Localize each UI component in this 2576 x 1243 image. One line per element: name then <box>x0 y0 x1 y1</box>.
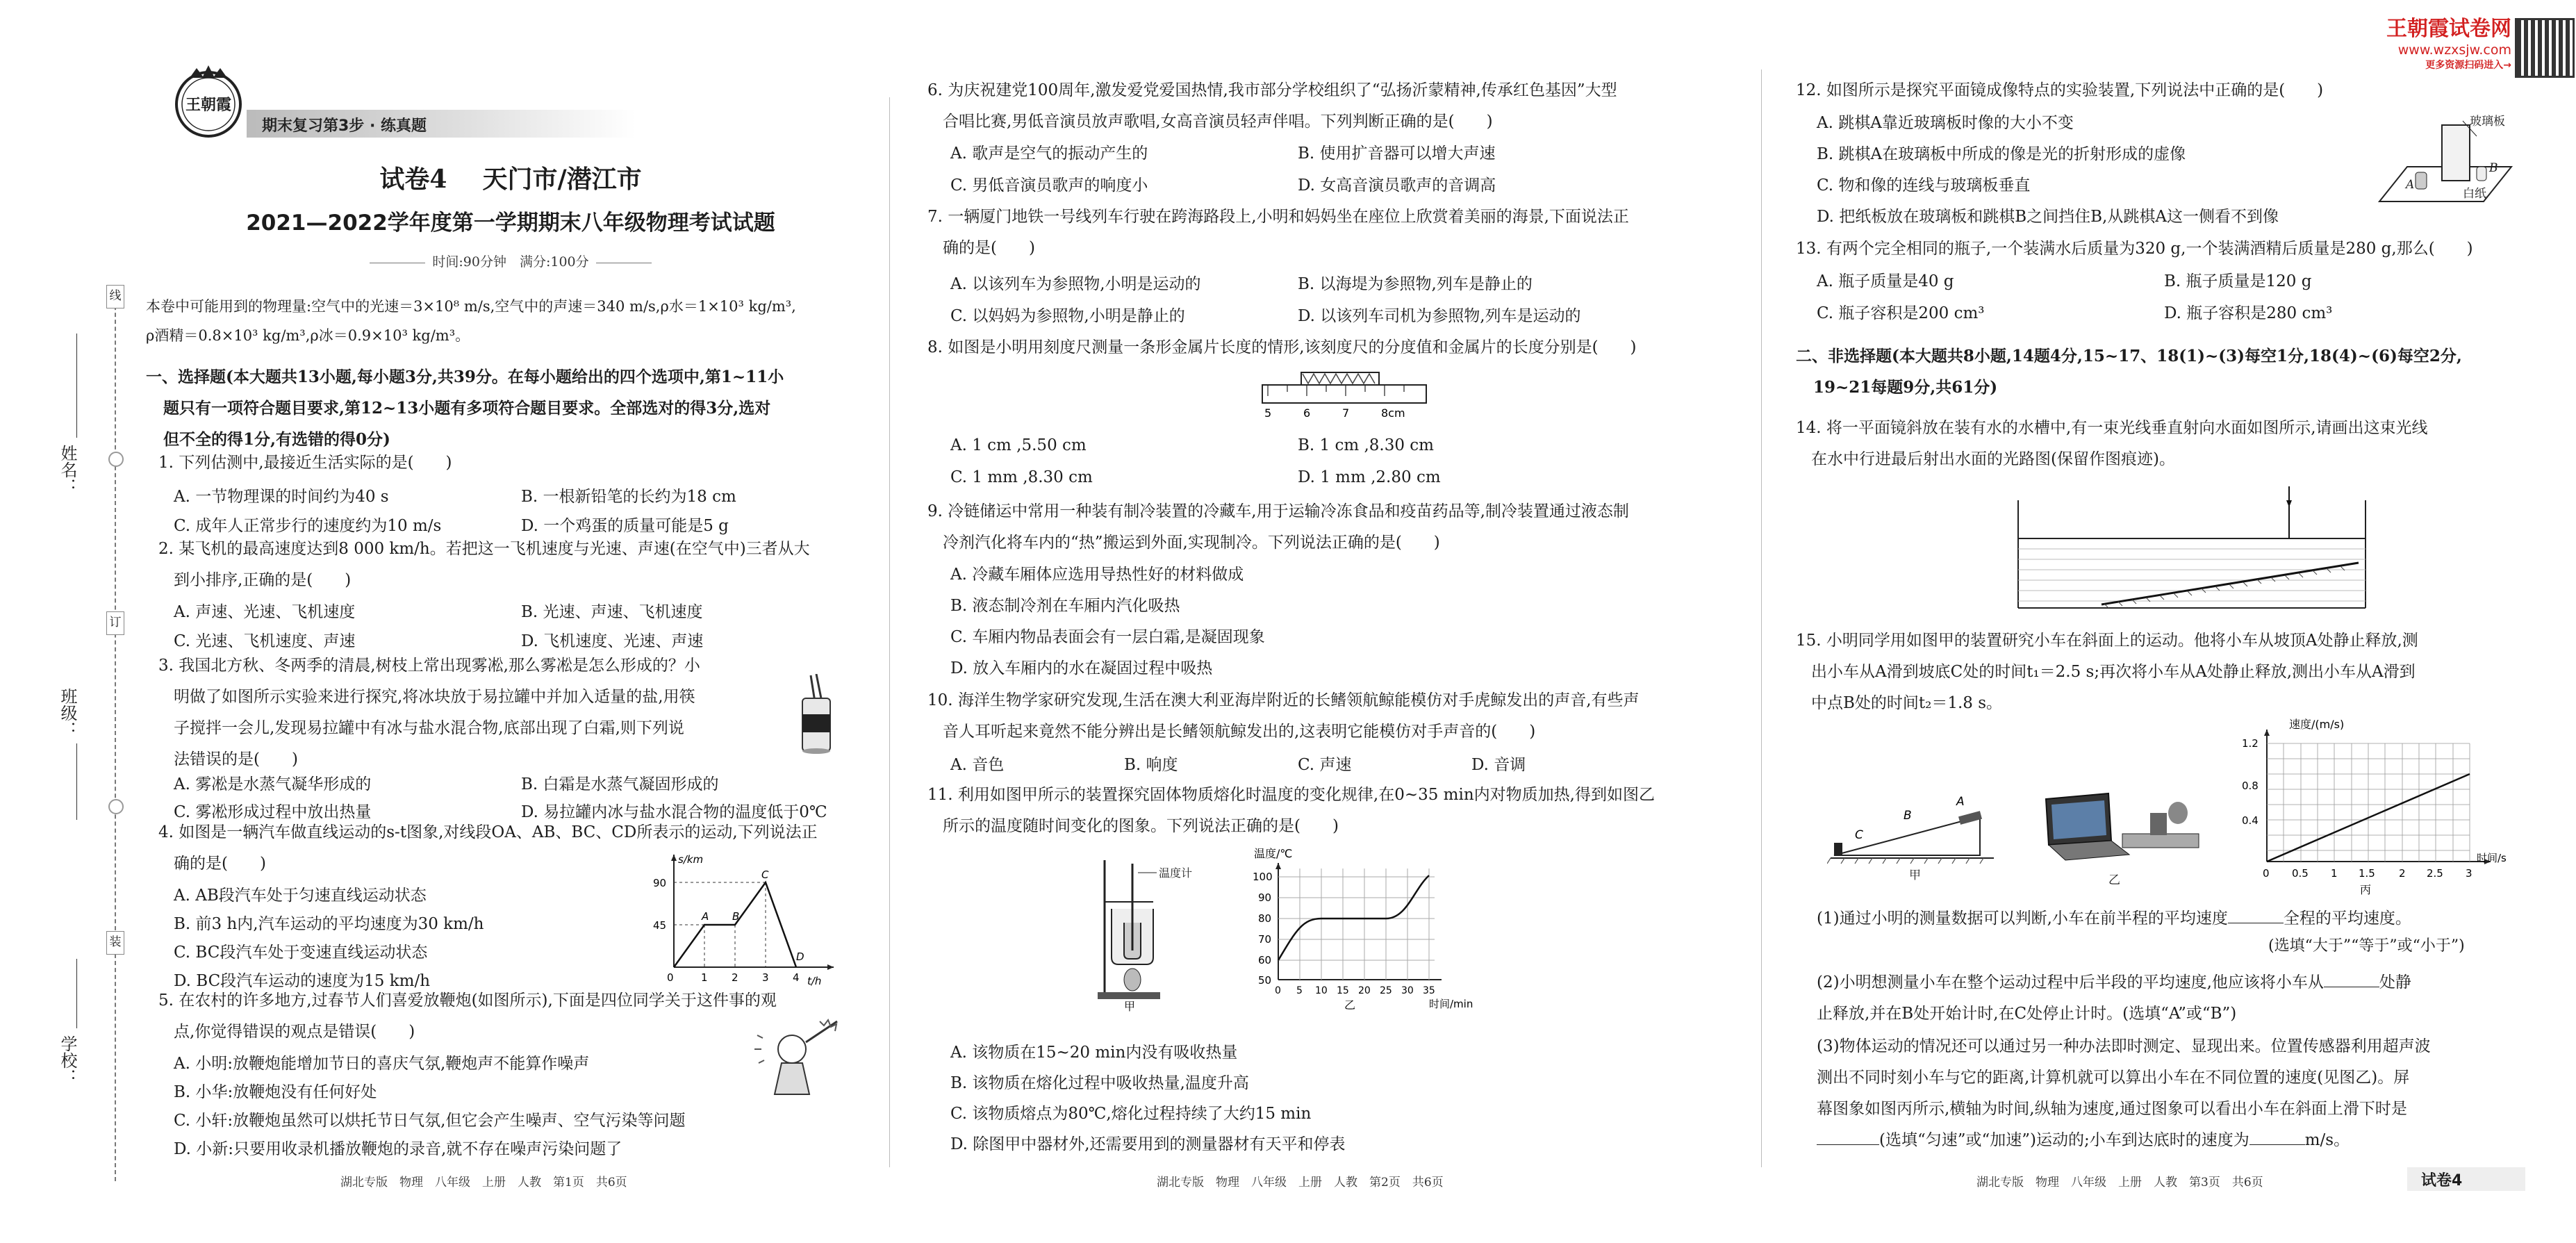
question-5: 5. 在农村的许多地方,过春节人们喜爱放鞭炮(如图所示),下面是四位同学关于这件事的观 点,你觉得错误的观点是错误( ) <box>158 991 777 1041</box>
vt-ytick-1-2: 1.2 <box>2242 737 2259 750</box>
q2-option-c[interactable]: C. 光速、飞机速度、声速 <box>174 632 356 650</box>
st-xtick-1: 1 <box>701 971 708 984</box>
name-label: 姓名： <box>58 445 77 495</box>
vt-ytick-0-8: 0.8 <box>2242 780 2259 792</box>
q4-option-c[interactable]: C. BC段汽车处于变速直线运动状态 <box>174 944 428 962</box>
st-point-b: B <box>732 910 740 923</box>
q5-option-c[interactable]: C. 小轩:放鞭炮虽然可以烘托节日气氛,但它会产生噪声、空气污染等问题 <box>174 1112 686 1130</box>
q15-sub1-blank[interactable] <box>2228 909 2284 923</box>
q13-option-d[interactable]: D. 瓶子容积是280 cm³ <box>2164 304 2333 322</box>
question-2: 2. 某飞机的最高速度达到8 000 km/h。若把这一飞机速度与光速、声速(在空气中)三者从大 到小排序,正确的是( ) <box>158 540 810 589</box>
class-field[interactable] <box>56 611 97 820</box>
melting-curve <box>1278 875 1429 960</box>
q6-option-b[interactable]: B. 使用扩音器可以增大声速 <box>1298 145 1496 163</box>
figure-jia-label: 甲 <box>1124 1000 1136 1013</box>
constants-note: 本卷中可能用到的物理量:空气中的光速＝3×10⁸ m/s,空气中的声速＝340 m/s,ρ水＝1×10³ kg/m³, ρ酒精＝0.8×10³ kg/m³,ρ冰＝0.9×10³ kg/m³。 <box>146 298 796 344</box>
ruler-tick-5: 5 <box>1264 406 1272 420</box>
binding-hole-1 <box>108 452 124 467</box>
column-divider-2 <box>1761 69 1762 1167</box>
watermark-note: 更多资源扫码进入→ <box>2425 60 2511 71</box>
seal-char-2: 订 <box>106 611 124 635</box>
q3-option-c[interactable]: C. 雾凇形成过程中放出热量 <box>174 803 372 821</box>
figure-yi-label: 乙 <box>1344 998 1356 1012</box>
page-column-2 <box>927 0 1692 1243</box>
q7-option-a[interactable]: A. 以该列车为参照物,小明是运动的 <box>950 275 1201 293</box>
question-1: 1. 下列估测中,最接近生活实际的是( ) <box>158 454 452 472</box>
melting-ytick-50: 50 <box>1258 974 1272 987</box>
question-6: 6. 为庆祝建党100周年,激发爱党爱国热情,我市部分学校组织了“弘扬沂蒙精神,传承红色基因”大型 合唱比赛,男低音演员放声歌唱,女高音演员轻声伴唱。下列判断正确的是( ) <box>927 81 1617 131</box>
q12-option-b[interactable]: B. 跳棋A在玻璃板中所成的像是光的折射形成的虚像 <box>1817 145 2186 163</box>
q6-option-d[interactable]: D. 女高音演员歌声的音调高 <box>1298 176 1496 195</box>
q6-option-c[interactable]: C. 男低音演员歌声的响度小 <box>950 176 1148 195</box>
fig15-bing-label: 丙 <box>2360 883 2372 896</box>
q1-option-a[interactable]: A. 一节物理课的时间约为40 s <box>174 488 389 506</box>
q13-option-a[interactable]: A. 瓶子质量是40 g <box>1817 272 1954 290</box>
watermark-brand: 王朝霞试卷网 <box>2386 17 2511 41</box>
ruler-tick-6: 6 <box>1303 406 1311 420</box>
qr-code-icon[interactable] <box>2515 18 2575 78</box>
question-7: 7. 一辆厦门地铁一号线列车行驶在跨海路段上,小明和妈妈坐在座位上欣赏着美丽的海景,下面说法正 确的是( ) <box>927 208 1629 257</box>
piece-a-label: A <box>2406 178 2415 192</box>
question-12: 12. 如图所示是探究平面镜成像特点的实验装置,下列说法中正确的是( ) <box>1796 81 2324 99</box>
footer-page-1: 湖北专版 物理 八年级 上册 人教 第1页 共6页 <box>340 1176 627 1190</box>
question-11: 11. 利用如图甲所示的装置探究固体物质熔化时温度的变化规律,在0~35 min内对物质加热,得到如图乙 所示的温度随时间变化的图象。下列说法正确的是( ) <box>927 786 1655 835</box>
question-8: 8. 如图是小明用刻度尺测量一条形金属片长度的情形,该刻度尺的分度值和金属片的长度分别是( ) <box>927 338 1637 356</box>
heating-apparatus-figure <box>1084 853 1193 1013</box>
vt-xtick-3: 3 <box>2466 867 2472 880</box>
q9-option-a[interactable]: A. 冷藏车厢体应选用导热性好的材料做成 <box>950 566 1244 584</box>
melting-ytick-90: 90 <box>1258 891 1272 904</box>
class-label: 班级： <box>58 688 77 738</box>
question-9: 9. 冷链储运中常用一种装有制冷装置的冷藏车,用于运输冷冻食品和疫苗药品等,制冷装置通过液态制 冷剂汽化将车内的“热”搬运到外面,实现制冷。下列说法正确的是( ) <box>927 502 1629 552</box>
q8-option-b[interactable]: B. 1 cm ,8.30 cm <box>1298 436 1434 454</box>
vt-xtick-1: 1 <box>2331 867 2338 880</box>
q9-option-d[interactable]: D. 放入车厢内的水在凝固过程中吸热 <box>950 659 1213 677</box>
q15-sub2: (2)小明想测量小车在整个运动过程中后半段的平均速度,他应该将小车从 处静 止释放,并在B处开始计时,在C处停止计时。(选填“A”或“B”) <box>1817 973 2411 1023</box>
st-ytick-45: 45 <box>653 919 667 932</box>
q2-option-a[interactable]: A. 声速、光速、飞机速度 <box>174 603 356 621</box>
brand-logo-text: 王朝霞 <box>185 96 231 114</box>
laptop-sensor-figure <box>2025 785 2206 889</box>
section-1-header: 一、选择题(本大题共13小题,每小题3分,共39分。在每小题给出的四个选项中,第1~11小 题只有一项符合题目要求,第12~13小题有多项符合题目要求。全部选对的得3分,选对 但不全的得1分,有选错的得0分) <box>146 368 784 449</box>
vt-xtick-2-5: 2.5 <box>2427 867 2443 880</box>
binding-dashed-line <box>115 285 116 1181</box>
q5-option-a[interactable]: A. 小明:放鞭炮能增加节日的喜庆气氛,鞭炮声不能算作噪声 <box>174 1055 590 1073</box>
melting-ytick-80: 80 <box>1258 912 1272 925</box>
q2-option-d[interactable]: D. 飞机速度、光速、声速 <box>521 632 704 650</box>
ruler-tick-7: 7 <box>1342 406 1350 420</box>
paper-tag: 试卷4 <box>2407 1167 2525 1191</box>
q1-option-c[interactable]: C. 成年人正常步行的速度约为10 m/s <box>174 517 442 535</box>
q10-option-b[interactable]: B. 响度 <box>1124 756 1178 774</box>
melting-ytick-100: 100 <box>1253 871 1273 883</box>
can-figure <box>795 674 837 754</box>
question-13: 13. 有两个完全相同的瓶子,一个装满水后质量为320 g,一个装满酒精后质量是280 g,那么( ) <box>1796 240 2473 258</box>
column-divider-1 <box>889 97 890 1167</box>
thermometer-label: 温度计 <box>1159 866 1193 880</box>
st-xtick-2: 2 <box>732 971 738 984</box>
paper-title <box>146 160 875 195</box>
question-10: 10. 海洋生物学家研究发现,生活在澳大利亚海岸附近的长鳍领航鲸能模仿对手虎鲸发出的声音,有些声 音人耳听起来竟然不能分辨出是长鳍领航鲸发出的,这表明它能模仿对手声音的( ) <box>927 691 1640 741</box>
q12-option-d[interactable]: D. 把纸板放在玻璃板和跳棋B之间挡住B,从跳棋A这一侧看不到像 <box>1817 208 2279 226</box>
incline-point-b: B <box>1904 809 1912 823</box>
q9-option-b[interactable]: B. 液态制冷剂在车厢内汽化吸热 <box>950 597 1180 615</box>
vt-ylabel: 速度/(m/s) <box>2289 718 2345 731</box>
q15-sub1-hint: (选填“大于”“等于”或“小于”) <box>2268 937 2465 955</box>
incline-figure <box>1827 789 2001 886</box>
melting-graph <box>1247 848 1476 1014</box>
q11-option-c[interactable]: C. 该物质熔点为80℃,熔化过程持续了大约15 min <box>950 1105 1312 1123</box>
st-xlabel: t/h <box>807 975 822 987</box>
binding-hole-2 <box>108 799 124 814</box>
mirror-line <box>2102 563 2359 604</box>
st-xtick-0: 0 <box>667 971 674 984</box>
school-label: 学校： <box>58 1035 77 1085</box>
st-ylabel: s/km <box>678 853 704 866</box>
q1-option-d[interactable]: D. 一个鸡蛋的质量可能是5 g <box>521 517 729 535</box>
q3-option-b[interactable]: B. 白霜是水蒸气凝固形成的 <box>521 775 719 793</box>
seal-char-1: 线 <box>106 285 124 308</box>
q10-option-c[interactable]: C. 声速 <box>1298 756 1352 774</box>
page-column-3 <box>1796 0 2576 1243</box>
water-tank-figure[interactable] <box>2011 486 2372 618</box>
white-paper-label: 白纸 <box>2463 187 2486 201</box>
website-watermark <box>2331 17 2511 72</box>
q7-option-c[interactable]: C. 以妈妈为参照物,小明是静止的 <box>950 307 1185 325</box>
q15-sub3-blank-1[interactable] <box>1817 1130 1879 1145</box>
name-field[interactable] <box>56 334 97 542</box>
incline-point-a: A <box>1956 795 1965 809</box>
melting-xtick-10: 10 <box>1315 985 1328 996</box>
q5-option-d[interactable]: D. 小新:只要用收录机播放鞭炮的录音,就不存在噪声污染问题了 <box>174 1140 622 1158</box>
melting-xtick-15: 15 <box>1337 985 1349 996</box>
st-point-d: D <box>796 950 804 963</box>
q11-option-b[interactable]: B. 该物质在熔化过程中吸收热量,温度升高 <box>950 1074 1249 1092</box>
ruler-figure <box>1261 367 1428 422</box>
ruler-tick-8cm: 8cm <box>1381 406 1405 420</box>
q10-option-a[interactable]: A. 音色 <box>950 756 1005 774</box>
melting-xlabel: 时间/min <box>1429 998 1473 1010</box>
melting-ytick-70: 70 <box>1258 933 1272 946</box>
q15-sub3: (3)物体运动的情况还可以通过另一种办法即时测定、显现出来。位置传感器利用超声波 测出不同时刻小车与它的距离,计算机就可以算出小车在不同位置的速度(见图乙)。屏 幕图象如图丙所示,横轴为时间,纵轴为速度,通过图象可以看出小车在斜面上滑下时是 (选填“匀速”或“加速”)运动的;小车到达底时的速度为 m/s。 <box>1817 1037 2431 1149</box>
time-info: 时间:90分钟 满分:100分 <box>146 252 875 270</box>
st-graph <box>632 849 841 988</box>
q2-option-b[interactable]: B. 光速、声速、飞机速度 <box>521 603 703 621</box>
melting-xtick-35: 35 <box>1423 985 1435 996</box>
st-ytick-90: 90 <box>653 877 667 889</box>
brand-logo <box>170 63 247 139</box>
question-4: 4. 如图是一辆汽车做直线运动的s-t图象,对线段OA、AB、BC、CD所表示的运动,下列说法正 确的是( ) <box>158 823 818 873</box>
fig15-jia-label: 甲 <box>1909 869 1921 882</box>
footer-page-2: 湖北专版 物理 八年级 上册 人教 第2页 共6页 <box>1157 1176 1444 1190</box>
q9-option-c[interactable]: C. 车厢内物品表面会有一层白霜,是凝固现象 <box>950 628 1265 646</box>
seal-char-3: 装 <box>106 931 124 955</box>
q7-option-b[interactable]: B. 以海堤为参照物,列车是静止的 <box>1298 275 1533 293</box>
vt-xtick-1-5: 1.5 <box>2359 867 2375 880</box>
q10-option-d[interactable]: D. 音调 <box>1471 756 1526 774</box>
watermark-url: www.wzxsjw.com <box>2397 42 2511 58</box>
binding-margin <box>0 0 146 1243</box>
q5-option-b[interactable]: B. 小华:放鞭炮没有任何好处 <box>174 1083 377 1101</box>
brand-tagline: 期末复习第3步 · 练真题 <box>262 117 427 135</box>
vt-xtick-2: 2 <box>2399 867 2406 880</box>
glass-plate-label: 玻璃板 <box>2470 115 2505 129</box>
question-3: 3. 我国北方秋、冬两季的清晨,树枝上常出现雾凇,那么雾凇是怎么形成的？小 明做了如图所示实验来进行探究,将冰块放于易拉罐中并加入适量的盐,用筷 子搅拌一会儿,发现易拉罐中有冰与盐水混合物,底部出现了白霜,则下列说 法错误的是( ) <box>158 657 700 768</box>
melting-xtick-5: 5 <box>1296 985 1303 996</box>
q12-option-c[interactable]: C. 物和像的连线与玻璃板垂直 <box>1817 176 2031 195</box>
q12-option-a[interactable]: A. 跳棋A靠近玻璃板时像的大小不变 <box>1817 114 2074 132</box>
q4-option-d[interactable]: D. BC段汽车运动的速度为15 km/h <box>174 972 431 990</box>
vt-xtick-0: 0 <box>2263 867 2270 880</box>
q15-sub1: (1)通过小明的测量数据可以判断,小车在前半程的平均速度 全程的平均速度。 <box>1817 909 2411 928</box>
paper-number: 试卷4 <box>379 165 447 194</box>
q4-option-a[interactable]: A. AB段汽车处于匀速直线运动状态 <box>174 887 427 905</box>
melting-xtick-20: 20 <box>1358 985 1371 996</box>
melting-ylabel: 温度/℃ <box>1254 848 1293 860</box>
st-xtick-4: 4 <box>793 971 800 984</box>
incline-point-c: C <box>1855 828 1863 842</box>
st-point-c: C <box>761 869 769 881</box>
q3-option-d[interactable]: D. 易拉罐内冰与盐水混合物的温度低于0℃ <box>521 803 827 821</box>
q8-option-d[interactable]: D. 1 mm ,2.80 cm <box>1298 468 1441 486</box>
piece-b-label: B <box>2489 161 2498 175</box>
firecracker-figure <box>750 1014 848 1105</box>
melting-xtick-25: 25 <box>1380 985 1392 996</box>
melting-ytick-60: 60 <box>1258 954 1272 966</box>
question-15: 15. 小明同学用如图甲的装置研究小车在斜面上的运动。他将小车从坡顶A处静止释放,测 出小车从A滑到坡底C处的时间t₁＝2.5 s;再次将小车从A处静止释放,测出小车从A滑到 中点B处的时间t₂＝1.8 s。 <box>1796 632 2418 712</box>
brand-tagline-bar <box>247 110 636 138</box>
q4-option-b[interactable]: B. 前3 h内,汽车运动的平均速度为30 km/h <box>174 915 484 933</box>
q3-option-a[interactable]: A. 雾凇是水蒸气凝华形成的 <box>174 775 372 793</box>
q8-option-c[interactable]: C. 1 mm ,8.30 cm <box>950 468 1093 486</box>
q13-option-c[interactable]: C. 瓶子容积是200 cm³ <box>1817 304 1985 322</box>
melting-xtick-0: 0 <box>1275 985 1281 996</box>
question-14: 14. 将一平面镜斜放在装有水的水槽中,有一束光线垂直射向水面如图所示,请画出这束光线 在水中行进最后射出水面的光路图(保留作图痕迹)。 <box>1796 419 2428 468</box>
q15-sub3-blank-2[interactable] <box>2249 1130 2305 1145</box>
paper-subtitle: 2021—2022学年度第一学期期末八年级物理考试试题 <box>246 211 775 236</box>
section-2-header: 二、非选择题(本大题共8小题,14题4分,15~17、18(1)~(3)每空1分,18(4)~(6)每空2分, 19~21每题9分,共61分) <box>1796 347 2462 397</box>
st-xtick-3: 3 <box>762 971 769 984</box>
st-point-a: A <box>702 910 709 923</box>
q13-option-b[interactable]: B. 瓶子质量是120 g <box>2164 272 2312 290</box>
q8-option-a[interactable]: A. 1 cm ,5.50 cm <box>950 436 1087 454</box>
q11-option-a[interactable]: A. 该物质在15~20 min内没有吸收热量 <box>950 1044 1238 1062</box>
vt-xlabel: 时间/s <box>2477 852 2507 864</box>
paper-city: 天门市/潜江市 <box>482 165 642 194</box>
q6-option-a[interactable]: A. 歌声是空气的振动产生的 <box>950 145 1148 163</box>
vt-xtick-0-5: 0.5 <box>2292 867 2309 880</box>
mirror-setup-figure <box>2366 111 2518 208</box>
page-column-1 <box>146 0 875 1243</box>
school-field[interactable] <box>56 959 97 1167</box>
q15-sub2-blank[interactable] <box>2324 973 2379 987</box>
vt-ytick-0-4: 0.4 <box>2242 814 2259 827</box>
q1-option-b[interactable]: B. 一根新铅笔的长约为18 cm <box>521 488 736 506</box>
q11-option-d[interactable]: D. 除图甲中器材外,还需要用到的测量器材有天平和停表 <box>950 1135 1346 1153</box>
footer-page-3: 湖北专版 物理 八年级 上册 人教 第3页 共6页 <box>1976 1176 2263 1190</box>
fig15-yi-label: 乙 <box>2108 873 2120 887</box>
melting-xtick-30: 30 <box>1401 985 1414 996</box>
velocity-time-graph <box>2234 716 2511 896</box>
q7-option-d[interactable]: D. 以该列车司机为参照物,列车是运动的 <box>1298 307 1581 325</box>
